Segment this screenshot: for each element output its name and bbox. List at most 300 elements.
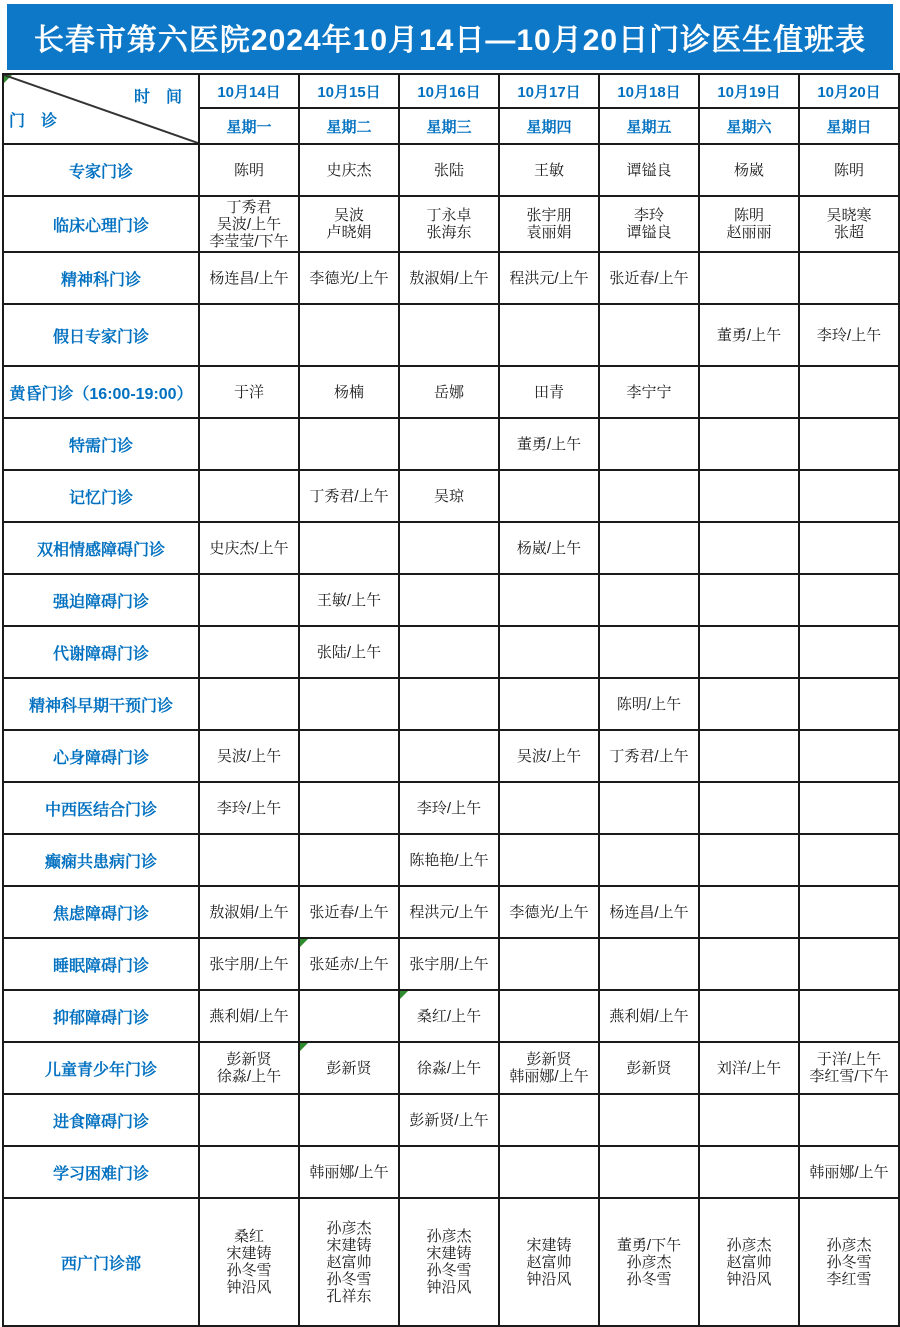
schedule-cell [199, 730, 299, 782]
schedule-cell [499, 1146, 599, 1198]
cell-line: 钟沿风 [526, 1270, 572, 1288]
cell-line: 李玲/上午 [416, 799, 482, 817]
table-row [3, 574, 899, 626]
schedule-cell [499, 1198, 599, 1326]
cell-line: 彭新贤 [526, 1051, 572, 1068]
schedule-cell [799, 626, 899, 678]
schedule-cell [399, 470, 499, 522]
schedule-cell [699, 470, 799, 522]
cell-line: 丁秀君 [226, 198, 272, 216]
weekday-header: 星期日 [799, 108, 899, 144]
schedule-cell [599, 418, 699, 470]
cell-line: 陈明/上午 [616, 695, 682, 713]
cell-line: 卢晓娟 [326, 224, 372, 241]
cell-line: 敖淑娟/上午 [409, 269, 489, 287]
cell-line: 吴波/上午 [516, 747, 582, 765]
schedule-cell [499, 144, 599, 196]
cell-line: 陈明 [233, 161, 264, 179]
table-row [3, 834, 899, 886]
cell-line: 孙彦杰 [326, 1219, 372, 1237]
schedule-cell [299, 1094, 399, 1146]
schedule-cell [299, 886, 399, 938]
clinic-label: 代谢障碍门诊 [3, 626, 199, 678]
schedule-cell [299, 366, 399, 418]
schedule-cell [799, 938, 899, 990]
cell-line: 丁永卓 [426, 207, 472, 224]
cell-line: 张陆/上午 [316, 643, 382, 661]
schedule-cell [599, 574, 699, 626]
cell-line: 宋建铸 [526, 1236, 572, 1254]
schedule-cell [799, 1146, 899, 1198]
table-row [3, 990, 899, 1042]
schedule-cell [299, 1042, 399, 1094]
schedule-cell [699, 886, 799, 938]
schedule-cell [799, 834, 899, 886]
schedule-cell [299, 730, 399, 782]
schedule-cell [699, 1042, 799, 1094]
schedule-cell [599, 1146, 699, 1198]
schedule-cell [499, 1094, 599, 1146]
cell-line: 孙冬雪 [626, 1270, 672, 1288]
schedule-cell [299, 626, 399, 678]
cell-line: 于洋 [233, 383, 264, 401]
schedule-cell [299, 418, 399, 470]
clinic-label: 假日专家门诊 [3, 304, 199, 366]
cell-line: 王敏 [533, 161, 564, 179]
schedule-cell [799, 366, 899, 418]
cell-line: 钟沿风 [226, 1279, 272, 1296]
table-row [3, 678, 899, 730]
schedule-cell [299, 938, 399, 990]
clinic-label: 癫痫共患病门诊 [3, 834, 199, 886]
clinic-label: 特需门诊 [3, 418, 199, 470]
cell-line: 张近春/上午 [309, 903, 389, 921]
schedule-cell [499, 418, 599, 470]
schedule-cell [699, 144, 799, 196]
schedule-cell [699, 574, 799, 626]
weekday-header: 星期一 [199, 108, 299, 144]
schedule-cell [399, 1042, 499, 1094]
clinic-label: 记忆门诊 [3, 470, 199, 522]
schedule-cell [199, 626, 299, 678]
table-row [3, 196, 899, 252]
schedule-cell [499, 522, 599, 574]
cell-line: 徐淼/上午 [416, 1059, 482, 1077]
schedule-cell [499, 626, 599, 678]
cell-line: 董勇/上午 [516, 435, 582, 453]
cell-line: 吴波/上午 [216, 747, 282, 765]
cell-line: 谭镒良 [626, 161, 672, 179]
cell-line: 桑红/上午 [416, 1007, 482, 1025]
schedule-cell [399, 418, 499, 470]
schedule-cell [399, 990, 499, 1042]
clinic-label: 临床心理门诊 [3, 196, 199, 252]
schedule-cell [399, 678, 499, 730]
schedule-cell [399, 626, 499, 678]
schedule-cell [199, 1146, 299, 1198]
schedule-cell [699, 1146, 799, 1198]
schedule-cell [199, 470, 299, 522]
cell-line: 彭新贤 [226, 1051, 272, 1068]
schedule-cell [699, 730, 799, 782]
schedule-cell [299, 1146, 399, 1198]
cell-line: 孙冬雪 [226, 1262, 272, 1279]
cell-line: 杨连昌/上午 [209, 269, 289, 287]
schedule-cell [399, 196, 499, 252]
schedule-cell [799, 678, 899, 730]
cell-line: 李玲 [633, 207, 664, 224]
cell-line: 丁秀君/上午 [609, 747, 689, 765]
schedule-cell [699, 252, 799, 304]
schedule-cell [599, 1094, 699, 1146]
schedule-cell [199, 196, 299, 252]
schedule-cell [299, 470, 399, 522]
cell-line: 吴琼 [433, 487, 464, 505]
date-header-row [3, 74, 899, 108]
schedule-cell [799, 730, 899, 782]
schedule-cell [599, 304, 699, 366]
cell-line: 徐淼/上午 [216, 1068, 282, 1085]
schedule-cell [399, 304, 499, 366]
cell-line: 李红雪 [826, 1270, 872, 1288]
schedule-cell [799, 304, 899, 366]
schedule-cell [199, 990, 299, 1042]
schedule-cell [399, 574, 499, 626]
schedule-cell [699, 1198, 799, 1326]
schedule-cell [699, 782, 799, 834]
table-row [3, 470, 899, 522]
schedule-cell [399, 144, 499, 196]
schedule-cell [799, 1094, 899, 1146]
schedule-cell [799, 574, 899, 626]
clinic-label: 专家门诊 [3, 144, 199, 196]
cell-line: 韩丽娜/上午 [509, 1068, 589, 1085]
schedule-cell [199, 1198, 299, 1326]
table-row [3, 886, 899, 938]
cell-line: 董勇/上午 [716, 326, 782, 344]
corner-cell [3, 74, 199, 144]
cell-line: 田青 [533, 383, 564, 401]
schedule-cell [499, 252, 599, 304]
table-row [3, 522, 899, 574]
cell-line: 岳娜 [433, 383, 464, 401]
schedule-cell [599, 144, 699, 196]
date-header: 10月14日 [199, 74, 299, 108]
clinic-label: 心身障碍门诊 [3, 730, 199, 782]
cell-line: 史庆杰 [326, 161, 372, 179]
schedule-cell [199, 834, 299, 886]
schedule-cell [199, 938, 299, 990]
schedule-cell [499, 782, 599, 834]
table-row [3, 252, 899, 304]
weekday-header: 星期四 [499, 108, 599, 144]
schedule-cell [699, 938, 799, 990]
cell-line: 彭新贤/上午 [409, 1111, 489, 1129]
schedule-cell [699, 1094, 799, 1146]
schedule-cell [599, 366, 699, 418]
schedule-cell [699, 678, 799, 730]
cell-line: 孙彦杰 [726, 1236, 772, 1254]
schedule-cell [199, 418, 299, 470]
cell-line: 张宇朋/上午 [209, 955, 289, 973]
schedule-cell [699, 304, 799, 366]
date-header: 10月19日 [699, 74, 799, 108]
cell-line: 陈明 [733, 207, 764, 224]
table-row [3, 1198, 899, 1326]
weekday-header: 星期六 [699, 108, 799, 144]
schedule-cell [299, 782, 399, 834]
schedule-table [2, 73, 900, 1327]
schedule-cell [299, 144, 399, 196]
schedule-cell [799, 1198, 899, 1326]
schedule-cell [199, 144, 299, 196]
schedule-cell [699, 366, 799, 418]
schedule-cell [299, 304, 399, 366]
clinic-label: 睡眠障碍门诊 [3, 938, 199, 990]
cell-line: 于洋/上午 [816, 1051, 882, 1068]
table-row [3, 782, 899, 834]
schedule-cell [799, 470, 899, 522]
cell-line: 程洪元/上午 [509, 269, 589, 287]
schedule-cell [499, 730, 599, 782]
cell-line: 钟沿风 [426, 1279, 472, 1296]
schedule-cell [599, 196, 699, 252]
cell-line: 吴波/上午 [216, 215, 282, 233]
cell-line: 宋建铸 [226, 1245, 272, 1262]
schedule-cell [499, 1042, 599, 1094]
cell-line: 张宇朋/上午 [409, 955, 489, 973]
cell-line: 丁秀君/上午 [309, 487, 389, 505]
schedule-body [3, 144, 899, 1326]
cell-line: 张海东 [426, 224, 472, 241]
schedule-cell [799, 886, 899, 938]
cell-line: 韩丽娜/上午 [809, 1163, 889, 1181]
cell-line: 王敏/上午 [316, 591, 382, 609]
schedule-cell [199, 1094, 299, 1146]
cell-line: 袁丽娟 [526, 224, 572, 241]
table-row [3, 1042, 899, 1094]
cell-line: 燕利娟/上午 [609, 1007, 689, 1025]
schedule-cell [499, 470, 599, 522]
clinic-label: 强迫障碍门诊 [3, 574, 199, 626]
clinic-label: 精神科早期干预门诊 [3, 678, 199, 730]
cell-line: 李玲/上午 [816, 326, 882, 344]
schedule-cell [699, 834, 799, 886]
schedule-cell [799, 144, 899, 196]
schedule-cell [199, 366, 299, 418]
clinic-label: 儿童青少年门诊 [3, 1042, 199, 1094]
table-row [3, 304, 899, 366]
schedule-cell [499, 990, 599, 1042]
cell-line: 吴波 [333, 207, 364, 224]
clinic-label: 学习困难门诊 [3, 1146, 199, 1198]
schedule-cell [399, 1146, 499, 1198]
schedule-cell [499, 834, 599, 886]
schedule-cell [699, 418, 799, 470]
schedule-cell [599, 834, 699, 886]
cell-line: 孙冬雪 [326, 1270, 372, 1288]
cell-line: 李红雪/下午 [809, 1068, 889, 1085]
date-header: 10月15日 [299, 74, 399, 108]
date-header: 10月20日 [799, 74, 899, 108]
schedule-cell [599, 1042, 699, 1094]
schedule-cell [499, 886, 599, 938]
cell-line: 张宇朋 [526, 207, 572, 224]
schedule-cell [199, 522, 299, 574]
schedule-cell [799, 990, 899, 1042]
cell-line: 孙彦杰 [826, 1236, 872, 1254]
cell-line: 谭镒良 [626, 224, 672, 241]
schedule-header [3, 74, 899, 144]
schedule-cell [599, 990, 699, 1042]
table-row [3, 1094, 899, 1146]
cell-line: 赵丽丽 [726, 224, 772, 241]
schedule-cell [599, 938, 699, 990]
corner-clinic-label: 门 诊 [9, 113, 58, 130]
date-header: 10月16日 [399, 74, 499, 108]
clinic-label: 精神科门诊 [3, 252, 199, 304]
cell-line: 赵富帅 [326, 1253, 372, 1271]
page-title: 长春市第六医院2024年10月14日—10月20日门诊医生值班表 [33, 24, 867, 57]
schedule-cell [199, 678, 299, 730]
schedule-cell [399, 1094, 499, 1146]
schedule-cell [699, 990, 799, 1042]
table-row [3, 418, 899, 470]
cell-line: 史庆杰/上午 [209, 539, 289, 557]
schedule-cell [599, 678, 699, 730]
schedule-cell [799, 196, 899, 252]
schedule-cell [499, 366, 599, 418]
schedule-cell [599, 252, 699, 304]
date-header: 10月17日 [499, 74, 599, 108]
schedule-cell [599, 730, 699, 782]
weekday-header: 星期三 [399, 108, 499, 144]
cell-line: 张近春/上午 [609, 269, 689, 287]
schedule-cell [399, 886, 499, 938]
clinic-label: 中西医结合门诊 [3, 782, 199, 834]
cell-line: 李宁宁 [626, 383, 672, 401]
schedule-cell [599, 470, 699, 522]
cell-line: 张延赤/上午 [309, 955, 389, 973]
table-row [3, 626, 899, 678]
cell-line: 孙冬雪 [426, 1262, 472, 1279]
cell-line: 刘洋/上午 [716, 1059, 782, 1077]
table-row [3, 366, 899, 418]
cell-line: 孙彦杰 [626, 1253, 672, 1271]
schedule-cell [399, 834, 499, 886]
cell-line: 张陆 [433, 161, 464, 179]
table-row [3, 730, 899, 782]
schedule-cell [599, 522, 699, 574]
schedule-cell [399, 366, 499, 418]
schedule-cell [299, 196, 399, 252]
cell-line: 杨崴/上午 [516, 539, 582, 557]
cell-line: 孔祥东 [326, 1287, 372, 1305]
schedule-cell [799, 1042, 899, 1094]
corner-time-label: 时 间 [133, 89, 182, 106]
schedule-cell [799, 782, 899, 834]
cell-line: 杨崴 [733, 161, 764, 179]
schedule-cell [299, 990, 399, 1042]
schedule-cell [499, 574, 599, 626]
schedule-cell [299, 1198, 399, 1326]
cell-line: 桑红 [233, 1228, 264, 1245]
cell-line: 孙彦杰 [426, 1228, 472, 1245]
schedule-cell [199, 782, 299, 834]
cell-line: 李玲/上午 [216, 799, 282, 817]
schedule-cell [599, 886, 699, 938]
schedule-cell [299, 252, 399, 304]
schedule-cell [799, 252, 899, 304]
cell-line: 燕利娟/上午 [209, 1007, 289, 1025]
cell-line: 杨楠 [333, 383, 364, 401]
cell-line: 彭新贤 [626, 1059, 672, 1077]
cell-line: 程洪元/上午 [409, 903, 489, 921]
cell-line: 陈明 [833, 161, 864, 179]
table-row [3, 938, 899, 990]
schedule-cell [399, 1198, 499, 1326]
cell-line: 彭新贤 [326, 1059, 372, 1077]
schedule-cell [399, 522, 499, 574]
schedule-cell [199, 252, 299, 304]
schedule-cell [399, 782, 499, 834]
clinic-label: 进食障碍门诊 [3, 1094, 199, 1146]
clinic-label: 西广门诊部 [3, 1198, 199, 1326]
schedule-cell [499, 678, 599, 730]
clinic-label: 黄昏门诊（16:00-19:00） [3, 366, 199, 418]
schedule-cell [799, 522, 899, 574]
cell-line: 董勇/下午 [616, 1236, 682, 1254]
cell-line: 陈艳艳/上午 [409, 851, 489, 869]
schedule-cell [699, 196, 799, 252]
weekday-header: 星期五 [599, 108, 699, 144]
schedule-cell [699, 522, 799, 574]
schedule-cell [499, 938, 599, 990]
schedule-cell [599, 626, 699, 678]
cell-line: 赵富帅 [526, 1253, 572, 1271]
cell-line: 李德光/上午 [309, 269, 389, 287]
cell-line: 宋建铸 [426, 1245, 472, 1262]
cell-line: 吴晓寒 [826, 207, 872, 224]
cell-line: 李莹莹/下午 [209, 232, 289, 250]
schedule-cell [399, 730, 499, 782]
schedule-cell [399, 938, 499, 990]
title-bar [7, 4, 893, 70]
cell-line: 李德光/上午 [509, 903, 589, 921]
cell-line: 杨连昌/上午 [609, 903, 689, 921]
table-row [3, 1146, 899, 1198]
schedule-cell [299, 834, 399, 886]
schedule-cell [699, 626, 799, 678]
schedule-cell [599, 782, 699, 834]
cell-line: 赵富帅 [726, 1253, 772, 1271]
schedule-cell [299, 574, 399, 626]
cell-line: 韩丽娜/上午 [309, 1163, 389, 1181]
schedule-cell [199, 886, 299, 938]
schedule-cell [199, 574, 299, 626]
table-row [3, 144, 899, 196]
cell-line: 孙冬雪 [826, 1253, 872, 1271]
schedule-cell [799, 418, 899, 470]
cell-line: 敖淑娟/上午 [209, 903, 289, 921]
schedule-cell [399, 252, 499, 304]
clinic-label: 抑郁障碍门诊 [3, 990, 199, 1042]
clinic-label: 双相情感障碍门诊 [3, 522, 199, 574]
schedule-cell [499, 196, 599, 252]
schedule-cell [299, 522, 399, 574]
schedule-cell [299, 678, 399, 730]
date-header: 10月18日 [599, 74, 699, 108]
